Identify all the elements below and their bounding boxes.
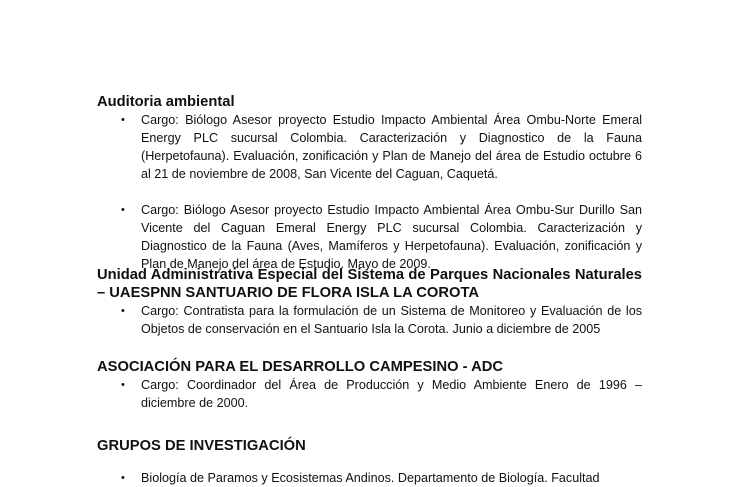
section-heading-grupos: GRUPOS DE INVESTIGACIÓN: [97, 438, 306, 454]
section-list-auditoria: [97, 111, 642, 273]
section-heading-adc: ASOCIACIÓN PARA EL DESARROLLO CAMPESINO - ADC: [97, 359, 504, 375]
section-heading-uaespnn: Unidad Administrativa Especial del Sistema de Parques Nacionales Naturales – UAESPNN SANTUARIO DE FLORA ISLA LA COROTA: [97, 267, 642, 301]
section-list-adc: [97, 376, 642, 412]
section-heading-auditoria: Auditoria ambiental: [97, 94, 235, 110]
list-item: [97, 376, 642, 412]
list-item: [97, 469, 642, 487]
section-list-grupos: [97, 469, 642, 487]
list-item: [97, 111, 642, 183]
bullet-icon: •: [121, 114, 125, 126]
bullet-icon: •: [121, 305, 125, 317]
list-item-text: Biología de Paramos y Ecosistemas Andinos. Departamento de Biología. Facultad: [141, 471, 600, 485]
list-item-text: Cargo: Coordinador del Área de Producción y Medio Ambiente Enero de 1996 – diciembre de 2000.: [141, 378, 642, 410]
list-item-text: Cargo: Contratista para la formulación de un Sistema de Monitoreo y Evaluación de los Objetos de conservación en el Santuario Isla la Corota. Junio a diciembre de 2005: [141, 304, 642, 336]
bullet-icon: •: [121, 204, 125, 216]
section-list-uaespnn: [97, 302, 642, 338]
list-item: [97, 201, 642, 273]
list-item-text: Cargo: Biólogo Asesor proyecto Estudio Impacto Ambiental Área Ombu-Sur Durillo San Vicente del Caguan Emeral Energy PLC sucursal Colombia. Caracterización y Diagnostico de la Fauna (Aves, Mamíferos y Herpetofauna). Evaluación, zonificación y Plan de Manejo del área de Estudio. Mayo de 2009.: [141, 203, 642, 271]
list-item: [97, 302, 642, 338]
list-item-text: Cargo: Biólogo Asesor proyecto Estudio Impacto Ambiental Área Ombu-Norte Emeral Energy PLC sucursal Colombia. Caracterización y Diagnostico de la Fauna (Herpetofauna). Evaluación, zonificación y Plan de Manejo del área de Estudio octubre 6 al 21 de noviembre de 2008, San Vicente del Caguan, Caquetá.: [141, 113, 642, 181]
bullet-icon: •: [121, 472, 125, 484]
bullet-icon: •: [121, 379, 125, 391]
